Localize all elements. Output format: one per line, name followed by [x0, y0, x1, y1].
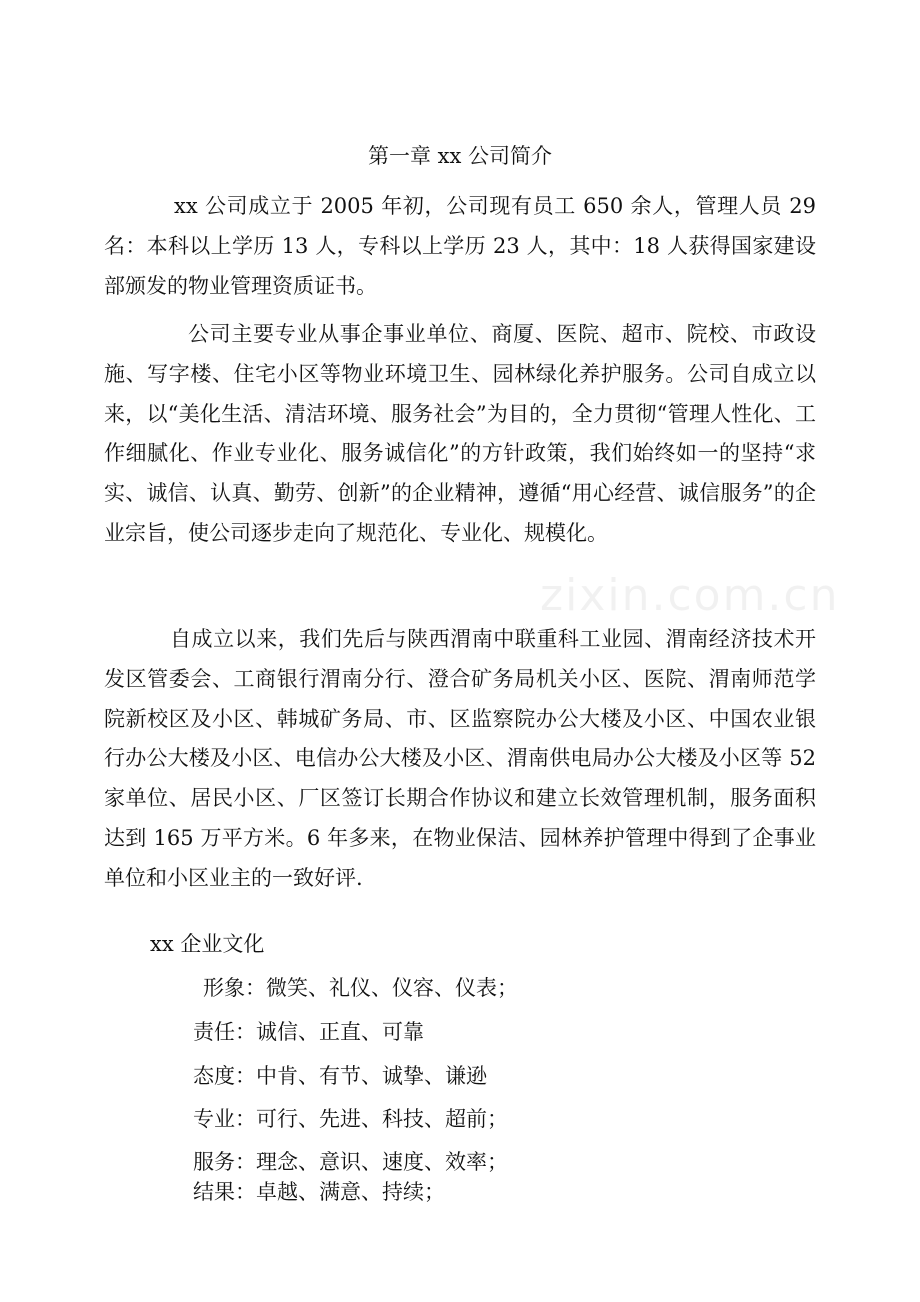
culture-item-responsibility: 责任：诚信、正直、可靠 — [193, 1020, 424, 1044]
culture-item-result: 结果：卓越、满意、持续； — [193, 1180, 445, 1204]
culture-item-attitude: 态度：中肯、有节、诚挚、谦逊 — [193, 1064, 487, 1088]
chapter-title: 第一章 xx 公司简介 — [367, 144, 553, 168]
culture-item-service: 服务：理念、意识、速度、效率； — [193, 1150, 508, 1174]
culture-item-professional: 专业：可行、先进、科技、超前； — [193, 1107, 508, 1131]
culture-item-image: 形象：微笑、礼仪、仪容、仪表； — [203, 976, 518, 1000]
paragraph-company-founding: xx 公司成立于 2005 年初，公司现有员工 650 余人，管理人员 29 名：本科以上学历 13 人，专科以上学历 23 人，其中：18 人获得国家建设部颁发的物业管理资质证书。 — [104, 194, 816, 298]
site-watermark: zixin.com.cn — [540, 570, 840, 621]
paragraph-partners: 自成立以来，我们先后与陕西渭南中联重科工业园、渭南经济技术开发区管委会、工商银行渭南分行、澄合矿务局机关小区、医院、渭南师范学院新校区及小区、韩城矿务局、市、区监察院办公大楼及小区、中国农业银行办公大楼及小区、电信办公大楼及小区、渭南供电局办公大楼及小区等 52 家单位、居民小区、厂区签订长期合作协议和建立长效管理机制，服务面积达到 165 万平方米。6 年多来，在物业保洁、园林养护管理中得到了企事业单位和小区业主的一致好评. — [104, 627, 816, 890]
paragraph-business-scope: 公司主要专业从事企事业单位、商厦、医院、超市、院校、市政设施、写字楼、住宅小区等物业环境卫生、园林绿化养护服务。公司自成立以来，以“美化生活、清洁环境、服务社会”为目的，全力贯彻“管理人性化、工作细腻化、作业专业化、服务诚信化”的方针政策，我们始终如一的坚持“求实、诚信、认真、勤劳、创新”的企业精神，遵循“用心经营、诚信服务”的企业宗旨，使公司逐步走向了规范化、专业化、规模化。 — [104, 322, 816, 545]
culture-heading: xx 企业文化 — [150, 932, 265, 956]
